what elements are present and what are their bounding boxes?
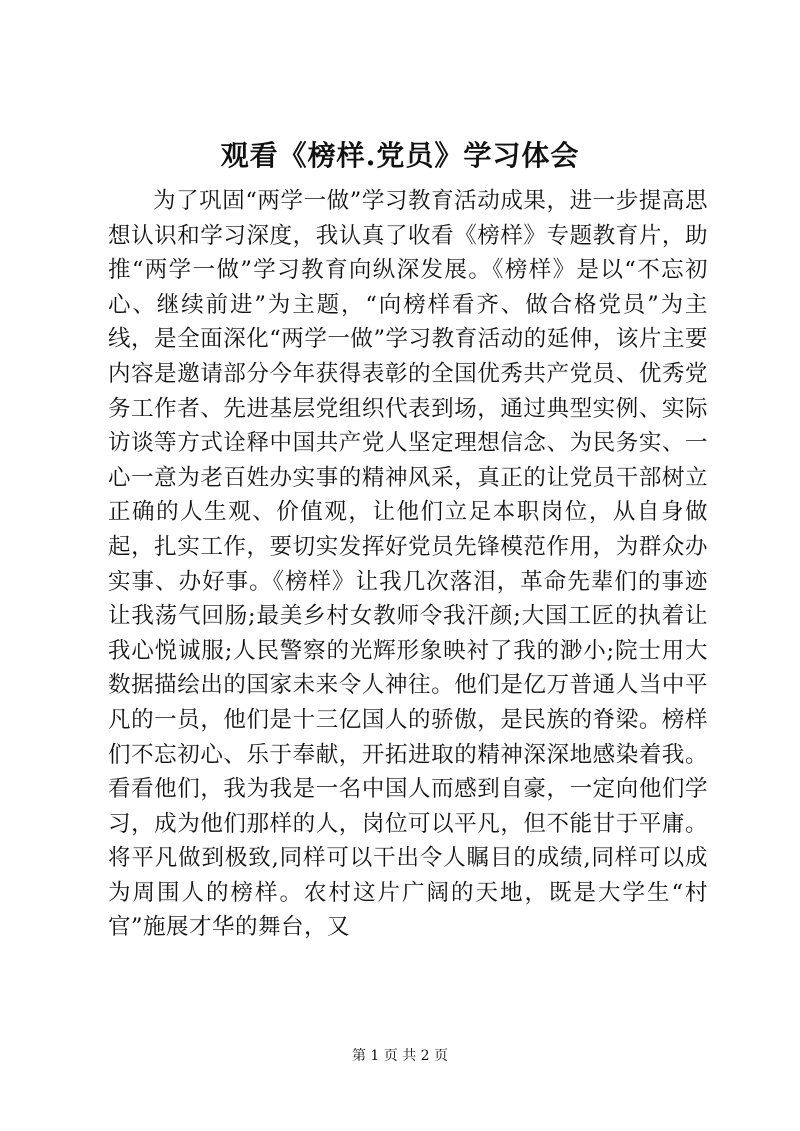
page-title: 观看《榜样.党员》学习体会 [220,139,580,172]
page-footer: 第 1 页 共 2 页 [351,1048,449,1064]
body-paragraph: 为了巩固“两学一做”学习教育活动成果，进一步提高思想认识和学习深度，我认真了收看《榜样》专题教育片，助推“两学一做”学习教育向纵深发展。《榜样》是以“不忘初心、继续前进”为主题，“向榜样看齐、做合格党员”为主线，是全面深化“两学一做”学习教育活动的延伸，该片主要内容是邀请部分今年获得表彰的全国优秀共产党员、优秀党务工作者、先进基层党组织代表到场，通过典型实例、实际访谈等方式诠释中国共产党人坚定理想信念、为民务实、一心一意为老百姓办实事的精神风采，真正的让党员干部树立正确的人生观、价值观，让他们立足本职岗位，从自身做起，扎实工作，要切实发挥好党员先锋模范作用，为群众办实事、办好事。《榜样》让我几次落泪，革命先辈们的事迹让我荡气回肠;最美乡村女教师令我汗颜;大国工匠的执着让我心悦诚服;人民警察的光辉形象映衬了我的渺小;院士用大数据描绘出的国家未来令人神往。他们是亿万普通人当中平凡的一员，他们是十三亿国人的骄傲，是民族的脊梁。榜样们不忘初心、乐于奉献，开拓进取的精神深深地感染着我。看看他们，我为我是一名中国人而感到自豪，一定向他们学习，成为他们那样的人，岗位可以平凡，但不能甘于平庸。将平凡做到极致,同样可以干出令人瞩目的成绩,同样可以成为周围人的榜样。农村这片广阔的天地，既是大学生“村官”施展才华的舞台，又 [108,188,708,941]
